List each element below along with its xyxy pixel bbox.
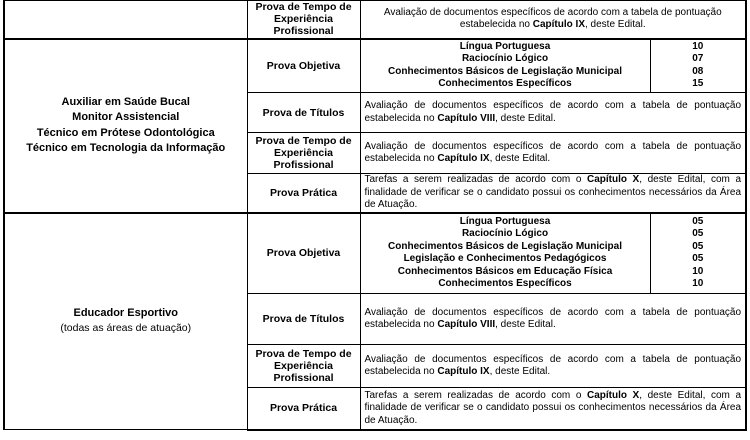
desc-text: Avaliação de documentos específicos de acordo com a tabela de pontuação estabelecida no <box>364 140 742 164</box>
desc-text: , deste Edital, com a finalidade de verificar se o candidato possui os conhecimentos necessários da Área de Atuação. <box>364 389 742 426</box>
cargo-names-cell <box>4 213 247 430</box>
subject-name: Língua Portuguesa <box>459 40 551 52</box>
cargo-name: Educador Esportivo <box>73 306 179 319</box>
cargo-subtitle: (todas as áreas de atuação) <box>60 322 192 335</box>
prova-description <box>360 345 746 388</box>
subject-name: Conhecimentos Básicos de Legislação Municipal <box>388 240 622 252</box>
desc-chapter: Capítulo X <box>586 389 640 401</box>
table-row <box>4 1 746 39</box>
prova-label-line: Profissional <box>273 25 334 38</box>
prova-description <box>360 388 746 430</box>
desc-text: Tarefas a serem realizadas de acordo com o <box>364 174 587 185</box>
subject-name: Raciocínio Lógico <box>461 53 549 65</box>
prova-description <box>360 133 746 174</box>
cargo-name: Auxiliar em Saúde Bucal <box>61 95 190 108</box>
cargo-names-cell <box>4 39 247 213</box>
question-count: 08 <box>692 65 704 77</box>
subject-name: Língua Portuguesa <box>459 215 551 227</box>
prova-pratica-label: Prova Prática <box>247 174 360 213</box>
prova-label-line: Prova de Tempo de <box>255 348 352 360</box>
cargo-cell-empty <box>4 1 247 39</box>
desc-text: Tarefas a serem realizadas de acordo com o <box>364 389 587 401</box>
subjects-list <box>360 39 650 93</box>
subject-name: Conhecimentos Específicos <box>438 78 572 90</box>
prova-pratica-label: Prova Prática <box>247 388 360 430</box>
prova-tempo-label <box>247 345 360 388</box>
desc-chapter: Capítulo VIII <box>437 112 496 124</box>
prova-label-line: Prova de Tempo de <box>255 135 352 147</box>
prova-titulos-label: Prova de Títulos <box>247 294 360 345</box>
question-count: 10 <box>692 40 704 52</box>
prova-label-line: Profissional <box>273 159 334 171</box>
subject-name: Legislação e Conhecimentos Pedagógicos <box>403 253 607 265</box>
prova-description <box>360 174 746 213</box>
prova-label-line: Experiência <box>274 13 333 26</box>
desc-text: , deste Edital. <box>495 112 556 124</box>
subject-name: Conhecimentos Básicos em Educação Física <box>397 265 613 277</box>
quantities-list <box>650 39 746 93</box>
desc-text: , deste Edital. <box>489 153 551 164</box>
desc-text: Avaliação de documentos específicos de acordo com a tabela de pontuação estabelecida no <box>364 353 742 377</box>
prova-objetiva-label: Prova Objetiva <box>247 39 360 93</box>
quantities-list <box>650 213 746 294</box>
desc-text: Avaliação de documentos específicos de acordo com a tabela de pontuação estabelecida no <box>364 306 742 330</box>
question-count: 05 <box>692 228 704 240</box>
cargo-name: Monitor Assistencial <box>72 111 180 123</box>
table-row <box>4 39 746 93</box>
exam-structure-table <box>3 0 747 431</box>
question-count: 05 <box>692 240 704 252</box>
prova-label-line: Experiência <box>274 360 333 372</box>
desc-chapter: Capítulo IX <box>437 366 490 377</box>
subject-name: Conhecimentos Básicos de Legislação Municipal <box>388 65 622 77</box>
question-count: 15 <box>692 78 704 90</box>
question-count: 10 <box>692 265 704 277</box>
prova-description <box>360 93 746 133</box>
prova-description <box>360 1 746 39</box>
desc-text: Avaliação de documentos específicos de acordo com a tabela de pontuação estabelecida no <box>364 100 742 124</box>
subject-name: Conhecimentos Específicos <box>438 278 572 290</box>
question-count: 07 <box>692 53 704 65</box>
cargo-name: Técnico em Prótese Odontológica <box>36 126 215 139</box>
exam-table-container <box>3 0 745 431</box>
desc-text: Avaliação de documentos específicos de acordo com a tabela de pontuação estabelecida no <box>383 6 722 31</box>
prova-tempo-label <box>247 133 360 174</box>
prova-objetiva-label: Prova Objetiva <box>247 213 360 294</box>
prova-titulos-label: Prova de Títulos <box>247 93 360 133</box>
table-row <box>4 213 746 294</box>
question-count: 05 <box>692 253 704 265</box>
prova-label-line: Experiência <box>274 147 333 159</box>
desc-chapter: Capítulo IX <box>437 153 490 164</box>
prova-tempo-label <box>247 1 360 39</box>
desc-chapter: Capítulo IX <box>532 19 585 31</box>
desc-text: , deste Edital. <box>585 19 646 31</box>
cargo-name: Técnico em Tecnologia da Informação <box>26 142 226 154</box>
desc-text: , deste Edital. <box>489 366 551 377</box>
prova-label-line: Profissional <box>273 372 334 384</box>
question-count: 05 <box>692 215 704 227</box>
subjects-list <box>360 213 650 294</box>
prova-description <box>360 294 746 345</box>
desc-text: , deste Edital, com a finalidade de verificar se o candidato possui os conhecimentos necessários da Área de Atuação. <box>364 174 742 210</box>
prova-label-line: Prova de Tempo de <box>255 1 352 14</box>
desc-text: , deste Edital. <box>495 319 556 330</box>
question-count: 10 <box>692 278 704 290</box>
desc-chapter: Capítulo X <box>586 174 640 185</box>
subject-name: Raciocínio Lógico <box>461 228 549 240</box>
desc-chapter: Capítulo VIII <box>437 319 496 330</box>
